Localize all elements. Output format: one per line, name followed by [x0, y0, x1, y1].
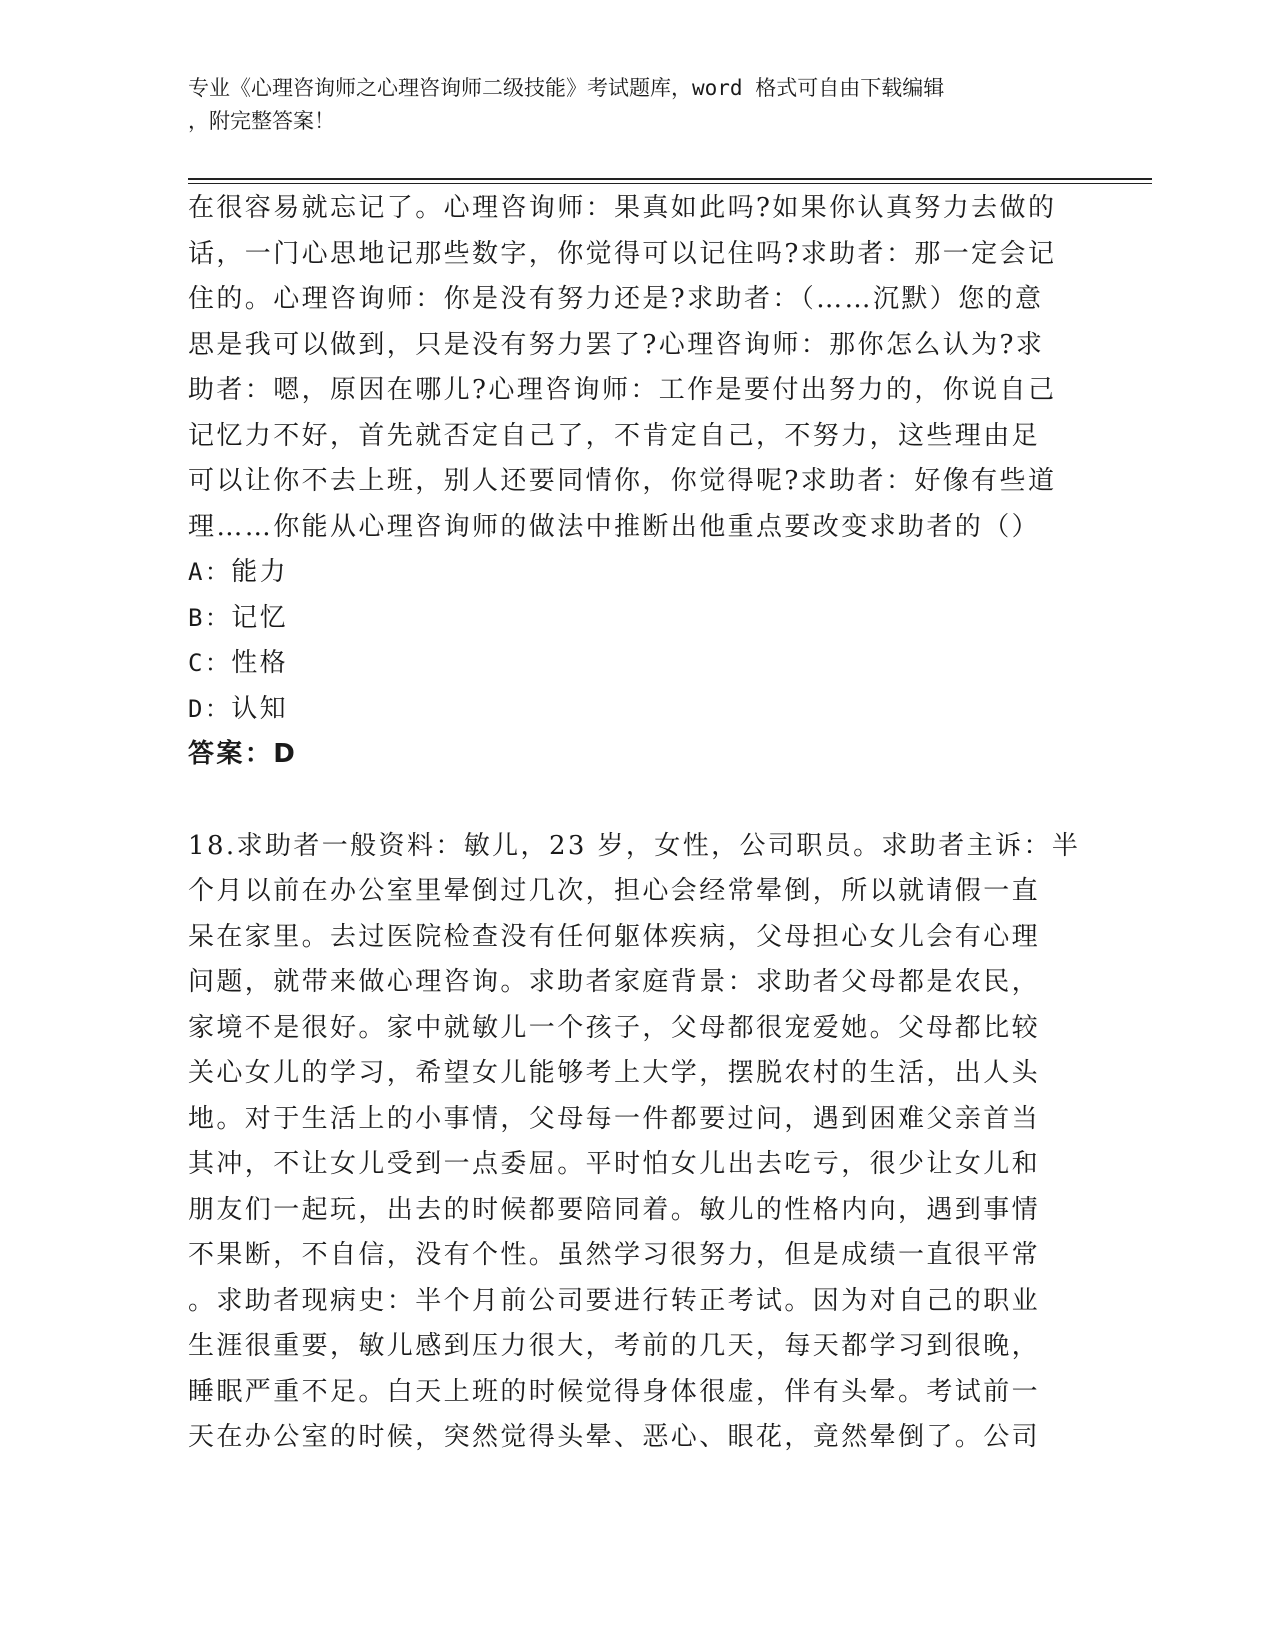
option-a-text: 能力: [231, 557, 289, 587]
question-17-stem: 在很容易就忘记了。心理咨询师：果真如此吗?如果你认真努力去做的 话，一门心思地记那些数字，你觉得可以记住吗?求助者：那一定会记 住的。心理咨询师：你是没有努力还是?求助者：（……沉默）您的意 思是我可以做到，只是没有努力罢了?心理咨询师：那你怎么认为?求 助者：嗯，原因在哪儿?心理咨询师：工作是要付出努力的，你说自己 记忆力不好，首先就否定自己了，不肯定自己，不努力，这些理由足 可以让你不去上班，别人还要同情你，你觉得呢?求助者：好像有些道 理……你能从心理咨询师的做法中推断出他重点要改变求助者的（）: [188, 193, 1057, 542]
option-c: [188, 641, 1088, 687]
header-rule-thick: [188, 178, 1152, 180]
option-d: [188, 687, 1088, 733]
option-b: [188, 596, 1088, 642]
option-d-text: 认知: [231, 693, 289, 724]
option-a-letter: A：: [188, 558, 232, 586]
question-18-text: 18.求助者一般资料：敏儿，23 岁，女性，公司职员。求助者主诉：半 个月以前在办公室里晕倒过几次，担心会经常晕倒，所以就请假一直 呆在家里。去过医院检查没有任何躯体疾病，父母担心女儿会有心理 问题，就带来做心理咨询。求助者家庭背景：求助者父母都是农民， 家境不是很好。家中就敏儿一个孩子，父母都很宠爱她。父母都比较 关心女儿的学习，希望女儿能够考上大学，摆脱农村的生活，出人头 地。对于生活上的小事情，父母每一件都要过问，遇到困难父亲首当 其冲，不让女儿受到一点委屈。平时怕女儿出去吃亏，很少让女儿和 朋友们一起玩，出去的时候都要陪同着。敏儿的性格内向，遇到事情 不果断，不自信，没有个性。虽然学习很努力，但是成绩一直很平常 。求助者现病史：半个月前公司要进行转正考试。因为对自己的职业 生涯很重要，敏儿感到压力很大，考前的几天，每天都学习到很晚， 睡眠严重不足。白天上班的时候觉得身体很虚，伴有头晕。考试前一 天在办公室的时候，突然觉得头晕、恶心、眼花，竟然晕倒了。公司: [188, 830, 1081, 1452]
option-c-letter: C：: [188, 649, 232, 677]
option-c-text: 性格: [231, 648, 289, 678]
option-b-text: 记忆: [231, 602, 289, 633]
option-d-letter: D：: [188, 694, 232, 723]
document-body: [188, 186, 1088, 1461]
answer-label: 答案：D: [188, 739, 298, 769]
option-a: [188, 550, 1088, 596]
option-b-letter: B：: [188, 603, 232, 632]
section-spacer: [188, 778, 1088, 824]
header-rule-thin: [188, 183, 1152, 184]
document-header: 专业《心理咨询师之心理咨询师二级技能》考试题库，word 格式可自由下载编辑 ，附完整答案！: [188, 76, 945, 133]
